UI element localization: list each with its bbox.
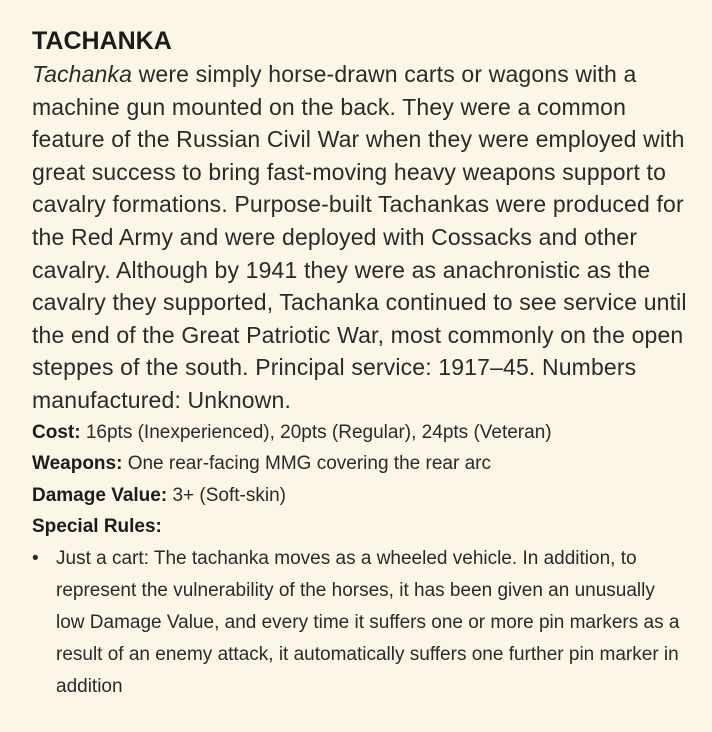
weapons-value: One rear-facing MMG covering the rear arc — [122, 453, 491, 475]
weapons-label: Weapons: — [32, 453, 123, 475]
damage-line — [32, 480, 692, 512]
cost-line — [32, 417, 692, 449]
special-rules-list — [32, 543, 692, 703]
unit-title: TACHANKA — [32, 27, 172, 55]
special-rule-text: Just a cart: The tachanka moves as a wheeled vehicle. In addition, to represent the vulnerability of the horses, it has been given an unusually low Damage Value, and every time it suffers one or more pin markers as a result of an enemy attack, it automatically suffers one further pin marker in addition — [56, 547, 680, 697]
unit-description — [32, 58, 692, 417]
list-item — [32, 543, 686, 703]
damage-value: 3+ (Soft-skin) — [167, 484, 286, 506]
cost-value: 16pts (Inexperienced), 20pts (Regular), 24pts (Veteran) — [80, 421, 552, 443]
special-rules-label: Special Rules: — [32, 516, 162, 538]
unit-description-lead: Tachanka — [32, 61, 133, 87]
cost-label: Cost: — [32, 421, 81, 443]
weapons-line — [32, 448, 692, 480]
bullet-icon: • — [32, 547, 39, 569]
special-rules-heading — [32, 511, 692, 543]
damage-label: Damage Value: — [32, 484, 168, 506]
unit-description-body: were simply horse-drawn carts or wagons with a machine gun mounted on the back. They were a common feature of the Russian Civil War when they were employed with great success to bring fast-moving heavy weapons support to cavalry formations. Purpose-built Tachankas were produced for the Red Army and were deployed with Cossacks and other cavalry. Although by 1941 they were as anachronistic as the cavalry they supported, Tachanka continued to see service until the end of the Great Patriotic War, most commonly on the open steppes of the south. Principal service: 1917–45. Numbers manufactured: Unknown. — [32, 61, 687, 413]
